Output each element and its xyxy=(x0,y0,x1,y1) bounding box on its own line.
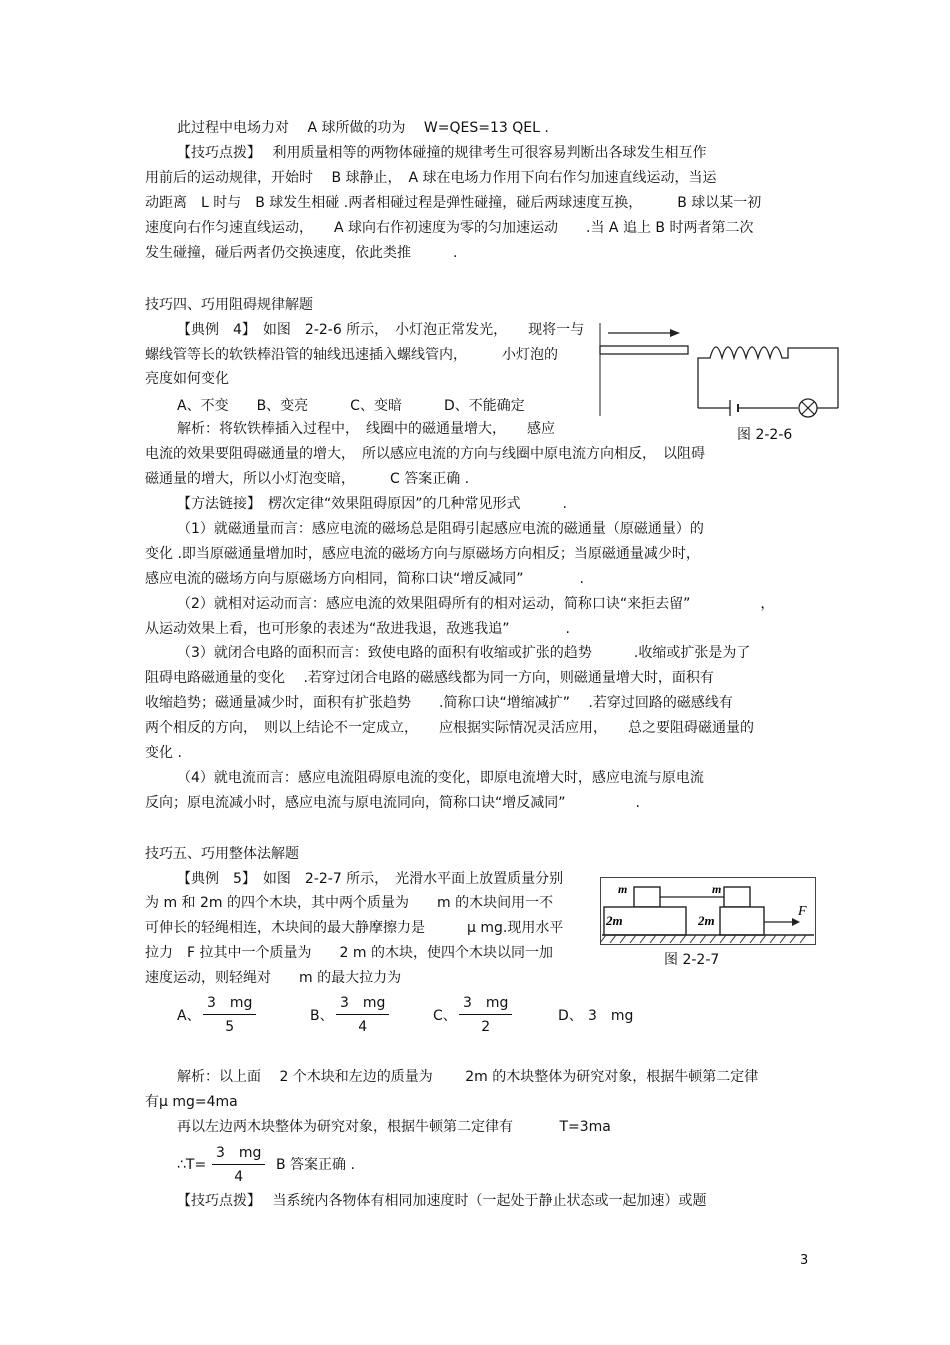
text-line: 反向；原电流减小时，感应电流与原电流同向，简称口诀“增反减同” . xyxy=(145,795,640,811)
text-line: 阻碍电路磁通量的变化 .若穿过闭合电路的磁感线都为同一方向，则磁通量增大时，面积有 xyxy=(145,670,714,686)
section-heading: 技巧五、巧用整体法解题 xyxy=(145,846,299,862)
text-line: 亮度如何变化 xyxy=(145,371,229,387)
text-line: 【技巧点拨】 当系统内各物体有相同加速度时（一起处于静止状态或一起加速）或题 xyxy=(177,1193,707,1209)
text-line: （1）就磁通量而言：感应电流的磁场总是阻碍引起感应电流的磁通量（原磁通量）的 xyxy=(177,521,704,537)
iron-rod xyxy=(600,346,688,354)
text-line: 两个相反的方向， 则以上结论不一定成立， 应根据实际情况灵活应用， 总之要阻碍磁通量的 xyxy=(145,720,754,736)
text-line: 有μ mg=4ma xyxy=(145,1094,238,1110)
option-d-value: 3 mg xyxy=(588,1008,634,1024)
text-line: 可伸长的轻绳相连，木块间的最大静摩擦力是 μ mg.现用水平 xyxy=(145,920,564,936)
text-line: B 答案正确 . xyxy=(276,1157,355,1173)
label-2m-left: 2m xyxy=(606,913,623,928)
text-line: 用前后的运动规律，开始时 B 球静止， A 球在电场力作用下向右作匀加速直线运动，当运 xyxy=(145,170,717,186)
text-line: （2）就相对运动而言：感应电流的效果阻碍所有的相对运动，简称口诀“来拒去留” ， xyxy=(177,596,775,612)
label-2m-right: 2m xyxy=(698,913,715,928)
label-m-left: m xyxy=(618,882,628,896)
denominator: 4 xyxy=(234,1169,244,1185)
text-line: （4）就电流而言：感应电流阻碍原电流的变化，即原电流增大时，感应电流与原电流 xyxy=(177,770,704,786)
block-m-right xyxy=(724,887,750,907)
text-line: 螺线管等长的软铁棒沿管的轴线迅速插入螺线管内， 小灯泡的 xyxy=(145,347,558,363)
text-line: 动距离 L 时与 B 球发生相碰 .两者相碰过程是弹性碰撞，碰后两球速度互换， B 球以某一初 xyxy=(145,195,762,211)
text-line: 解析：以上面 2 个木块和左边的质量为 2m 的木块整体为研究对象，根据牛顿第二定律 xyxy=(177,1069,759,1085)
label-m-right: m xyxy=(712,882,722,896)
ground-hatching xyxy=(600,935,806,943)
numerator: 3 mg xyxy=(212,1144,265,1165)
text-line: 发生碰撞，碰后两者仍交换速度，依此类推 . xyxy=(145,245,458,261)
text-line: 速度运动，则轻绳对 m 的最大拉力为 xyxy=(145,970,402,986)
option-b-fraction xyxy=(336,994,389,1036)
text-line: 磁通量的增大，所以小灯泡变暗， C 答案正确 . xyxy=(145,471,470,487)
equation-fraction xyxy=(212,1144,265,1186)
option-d-label: D、 xyxy=(558,1008,583,1024)
text-line: 此过程中电场力对 A 球所做的功为 W=QES=13 QEL . xyxy=(177,120,549,136)
text-line: 【方法链接】 楞次定律“效果阻碍原因”的几种常见形式 . xyxy=(177,496,567,512)
option-a-fraction xyxy=(203,994,256,1036)
text-line: 拉力 F 拉其中一个质量为 2 m 的木块，使四个木块以同一加 xyxy=(145,945,553,961)
text-line: 变化 .即当原磁通量增加时，感应电流的磁场方向与原磁场方向相反；当原磁通量减少时， xyxy=(145,546,700,562)
figure-caption: 图 2-2-6 xyxy=(737,427,793,443)
text-line: 变化 . xyxy=(145,745,182,761)
text-line: 【技巧点拨】 利用质量相等的两物体碰撞的规律考生可很容易判断出各球发生相互作 xyxy=(177,145,707,161)
numerator: 3 mg xyxy=(336,994,389,1015)
denominator: 4 xyxy=(358,1019,368,1035)
block-2m-right xyxy=(720,907,764,935)
text-line: 解析：将软铁棒插入过程中， 线圈中的磁通量增大， 感应 xyxy=(177,421,555,437)
equation-prefix: ∴T= xyxy=(177,1157,207,1173)
option-a-label: A、 xyxy=(177,1008,201,1024)
denominator: 5 xyxy=(225,1019,235,1035)
section-heading: 技巧四、巧用阻碍规律解题 xyxy=(145,297,313,313)
numerator: 3 mg xyxy=(459,994,512,1015)
answer-options: A、不变 B、变亮 C、变暗 D、不能确定 xyxy=(177,398,525,414)
numerator: 3 mg xyxy=(203,994,256,1015)
figure-2-2-6-circuit xyxy=(598,320,844,420)
text-line: 从运动效果上看，也可形象的表述为“敌进我退，敌逃我追” . xyxy=(145,621,570,637)
text-line: 速度向右作匀速直线运动， A 球向右作初速度为零的匀加速运动 .当 A 追上 B 时两者第二次 xyxy=(145,220,754,236)
text-line: 【典例 4】 如图 2-2-6 所示， 小灯泡正常发光， 现将一与 xyxy=(177,322,585,338)
figure-caption: 图 2-2-7 xyxy=(664,952,720,968)
force-arrow-head xyxy=(792,918,800,926)
option-c-fraction xyxy=(459,994,512,1036)
denominator: 2 xyxy=(481,1019,491,1035)
motion-arrow-head xyxy=(670,329,680,337)
text-line: 为 m 和 2m 的四个木块，其中两个质量为 m 的木块间用一不 xyxy=(145,895,554,911)
figure-2-2-7-blocks xyxy=(600,877,816,945)
text-line: （3）就闭合电路的面积而言：致使电路的面积有收缩或扩张的趋势 .收缩或扩张是为了 xyxy=(177,645,751,661)
text-line: 【典例 5】 如图 2-2-7 所示， 光滑水平面上放置质量分别 xyxy=(177,871,564,887)
text-line: 收缩趋势；磁通量减少时，面积有扩张趋势 .简称口诀“增缩减扩” .若穿过回路的磁感线有 xyxy=(145,695,733,711)
text-line: 再以左边两木块整体为研究对象，根据牛顿第二定律有 T=3ma xyxy=(177,1119,611,1135)
option-b-label: B、 xyxy=(310,1008,334,1024)
label-force: F xyxy=(798,904,807,919)
block-m-left xyxy=(634,887,660,907)
option-c-label: C、 xyxy=(433,1008,457,1024)
page-number: 3 xyxy=(800,1253,809,1268)
text-line: 电流的效果要阻碍磁通量的增大， 所以感应电流的方向与线圈中原电流方向相反， 以阻碍 xyxy=(145,446,705,462)
solenoid-coil xyxy=(698,347,838,408)
text-line: 感应电流的磁场方向与原磁场方向相同，简称口诀“增反减同” . xyxy=(145,571,584,587)
